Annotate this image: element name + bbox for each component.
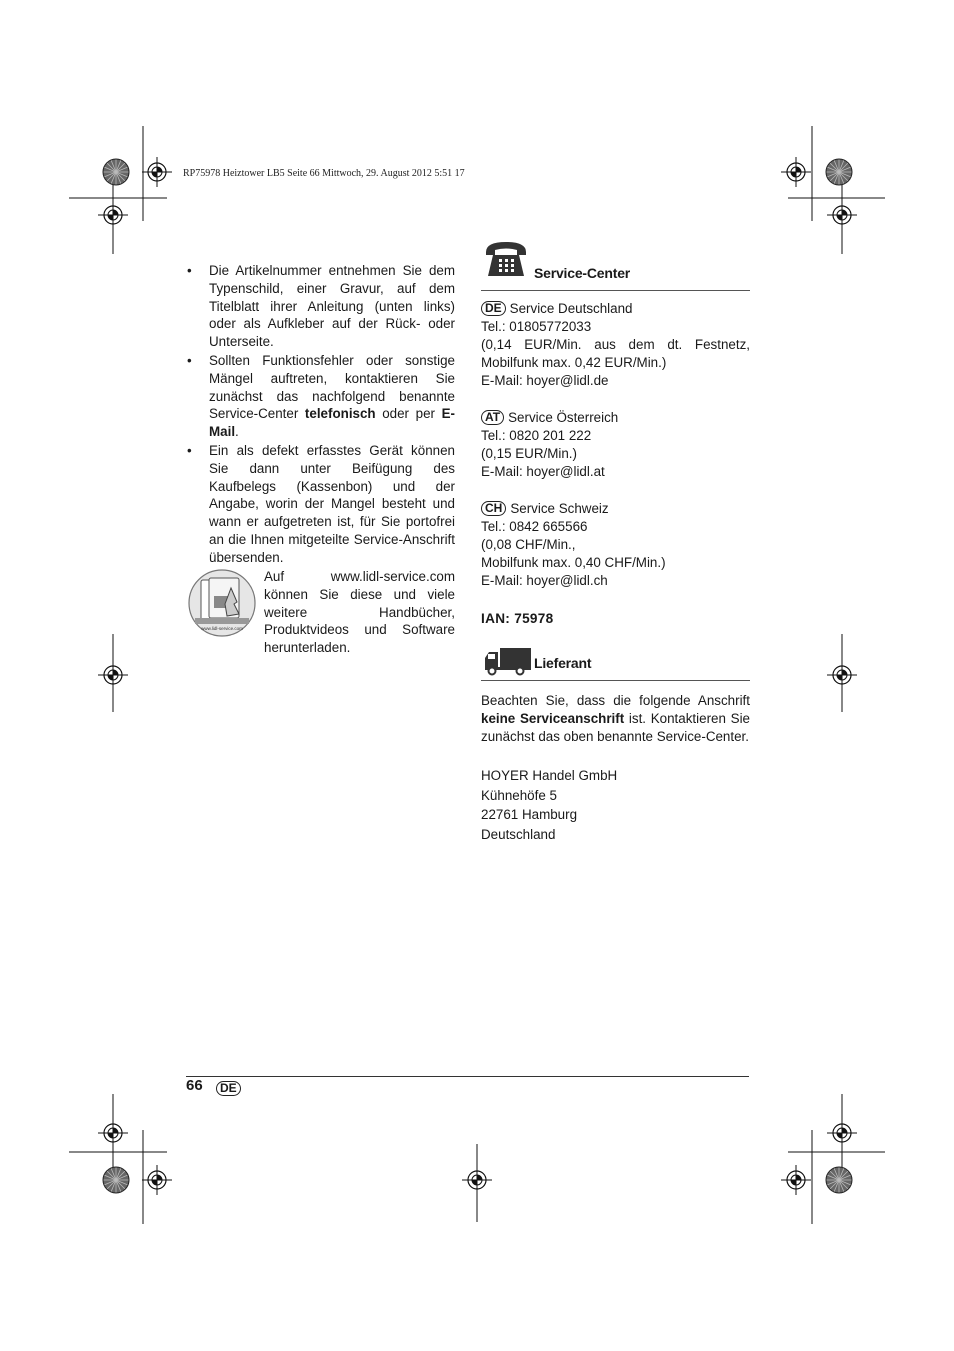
section-title: Lieferant [534,655,592,671]
service-ch: CH Service Schweiz Tel.: 0842 665566 (0,08 CHF/Min., Mobilfunk max. 0,40 CHF/Min.) E-Mail: hoyer@lidl.ch [481,500,750,590]
rate-info: (0,08 CHF/Min., [481,537,576,552]
bullet-list [187,262,455,567]
rate-info: (0,14 EUR/Min. aus dem dt. Festnetz, Mobilfunk max. 0,42 EUR/Min.) [481,337,750,370]
ian-number: IAN: 75978 [481,611,554,626]
registration-mark-icon [827,660,857,690]
color-wheel-icon [826,159,852,185]
page-number: 66 [186,1077,203,1094]
service-center-header [481,240,750,291]
registration-mark-icon [781,157,811,187]
registration-mark-icon [98,200,128,230]
list-item: • Ein als defekt erfasstes Gerät können Sie dann unter Beifügung des Kaufbelegs (Kassenbon) und der Angabe, worin der Mangel besteht und wann er aufgetreten ist, für Sie portofrei an die Ihnen mitgeteilte Service-Anschrift übersenden. [187,442,455,565]
registration-mark-icon [781,1165,811,1195]
email-address: E-Mail: hoyer@lidl.de [481,373,609,388]
svg-text:www.lidl-service.com: www.lidl-service.com [201,626,243,631]
service-de: DE Service Deutschland Tel.: 01805772033 (0,14 EUR/Min. aus dem dt. Festnetz, Mobilfunk max. 0,42 EUR/Min.) E-Mail: hoyer@lidl.de [481,301,750,388]
registration-mark-icon [98,660,128,690]
language-badge: DE [216,1080,245,1098]
registration-mark-icon [462,1165,492,1195]
lieferant-note: Beachten Sie, dass die folgende Anschrift keine Serviceanschrift ist. Kontaktieren Sie zunächst das oben benannte Service-Center. [481,693,750,744]
email-address: E-Mail: hoyer@lidl.ch [481,573,608,588]
footer-rule [186,1076,749,1077]
truck-icon [484,646,532,676]
service-at: AT Service Österreich Tel.: 0820 201 222 (0,15 EUR/Min.) E-Mail: hoyer@lidl.at [481,409,750,481]
list-item: • Sollten Funktionsfehler oder sonstige Mängel auftreten, kontaktieren Sie zunächst das nachfolgend benannte Service-Center telefonisch oder per E-Mail. [187,352,455,440]
color-wheel-icon [103,1167,129,1193]
section-title: Service-Center [534,265,631,281]
print-slug: RP75978 Heiztower LB5 Seite 66 Mittwoch, 29. August 2012 5:51 17 [183,168,465,179]
phone-number: Tel.: 01805772033 [481,319,592,334]
registration-mark-icon [142,1165,172,1195]
lidl-service-text: Auf www.lidl-service.com können Sie diese und viele weitere Handbücher, Produktvideos und Software herunterladen. [264,569,455,656]
right-column [481,240,750,844]
rate-info: (0,15 EUR/Min.) [481,446,577,461]
list-item: • Die Artikelnummer entnehmen Sie dem Typenschild, einer Gravur, auf dem Titelblatt ihrer Anleitung (unten links) oder als Aufkleber auf der Rück- oder Unterseite. [187,263,455,350]
country-badge: CH [481,501,506,516]
country-badge: DE [481,301,506,316]
lieferant-header [481,640,750,681]
rate-info: Mobilfunk max. 0,40 CHF/Min.) [481,555,666,570]
registration-mark-icon [142,157,172,187]
registration-mark-icon [827,1118,857,1148]
lidl-service-badge-icon [187,568,257,638]
color-wheel-icon [103,159,129,185]
registration-mark-icon [827,200,857,230]
email-address: E-Mail: hoyer@lidl.at [481,464,605,479]
supplier-address: HOYER Handel GmbH Kühnehöfe 5 22761 Hamburg Deutschland [481,768,618,842]
phone-number: Tel.: 0820 201 222 [481,428,592,443]
color-wheel-icon [826,1167,852,1193]
left-column [187,262,455,568]
country-badge: AT [481,410,504,425]
registration-mark-icon [98,1118,128,1148]
telephone-icon [484,240,528,278]
phone-number: Tel.: 0842 665566 [481,519,588,534]
